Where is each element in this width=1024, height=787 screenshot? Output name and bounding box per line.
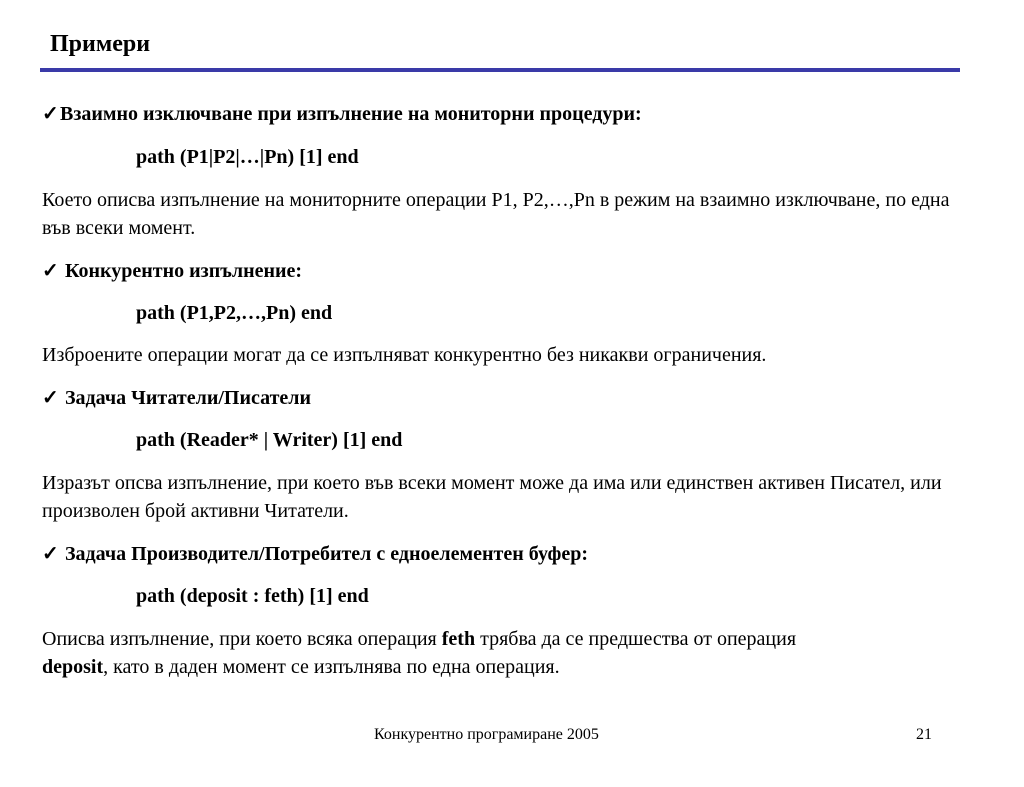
- checkmark-icon: ✓: [42, 103, 59, 125]
- checkmark-icon: ✓: [42, 387, 59, 409]
- heading-text: Задача Читатели/Писатели: [65, 387, 312, 409]
- page-title: Примери: [50, 31, 151, 57]
- code-path-concurrent: path (P1,P2,…,Pn) end: [136, 302, 333, 324]
- checkmark-icon: ✓: [42, 260, 59, 282]
- bullet-heading-concurrent: [42, 257, 302, 285]
- description-concurrent: Изброените операции могат да се изпълняват конкурентно без никакви ограничения.: [42, 344, 767, 366]
- heading-text: Задача Производител/Потребител с едноелементен буфер:: [65, 543, 588, 565]
- description-text: , като в даден момент се изпълнява по една операция.: [103, 656, 560, 678]
- description-mutual-exclusion: Което описва изпълнение на мониторните операции P1, P2,…,Pn в режим на взаимно изключване, по една във всеки момент.: [42, 189, 950, 239]
- checkmark-icon: ✓: [42, 543, 59, 565]
- bullet-heading-mutual-exclusion: [42, 100, 642, 128]
- description-text: Описва изпълнение, при което всяка операция: [42, 628, 442, 650]
- operation-name-deposit: deposit: [42, 656, 104, 678]
- footer-course-title: Конкурентно програмиране 2005: [374, 726, 599, 743]
- title-divider: [40, 68, 960, 72]
- bullet-heading-readers-writers: [42, 384, 311, 412]
- operation-name-feth: feth: [441, 628, 476, 650]
- heading-text: Конкурентно изпълнение:: [65, 260, 303, 282]
- description-text: трябва да се предшества от операция: [475, 628, 797, 650]
- description-readers-writers: Изразът опсва изпълнение, при което във всеки момент може да има или единствен активен Писател, или произволен брой активни Читатели.: [42, 472, 942, 522]
- heading-text: Взаимно изключване при изпълнение на мониторни процедури:: [60, 103, 642, 125]
- bullet-heading-producer-consumer: [42, 540, 588, 568]
- code-path-readers-writers: path (Reader* | Writer) [1] end: [136, 429, 403, 451]
- code-path-producer-consumer: path (deposit : feth) [1] end: [136, 585, 369, 607]
- description-producer-consumer: [42, 625, 972, 681]
- footer-page-number: 21: [916, 726, 932, 743]
- code-path-mutual-exclusion: path (P1|P2|…|Pn) [1] end: [136, 146, 359, 168]
